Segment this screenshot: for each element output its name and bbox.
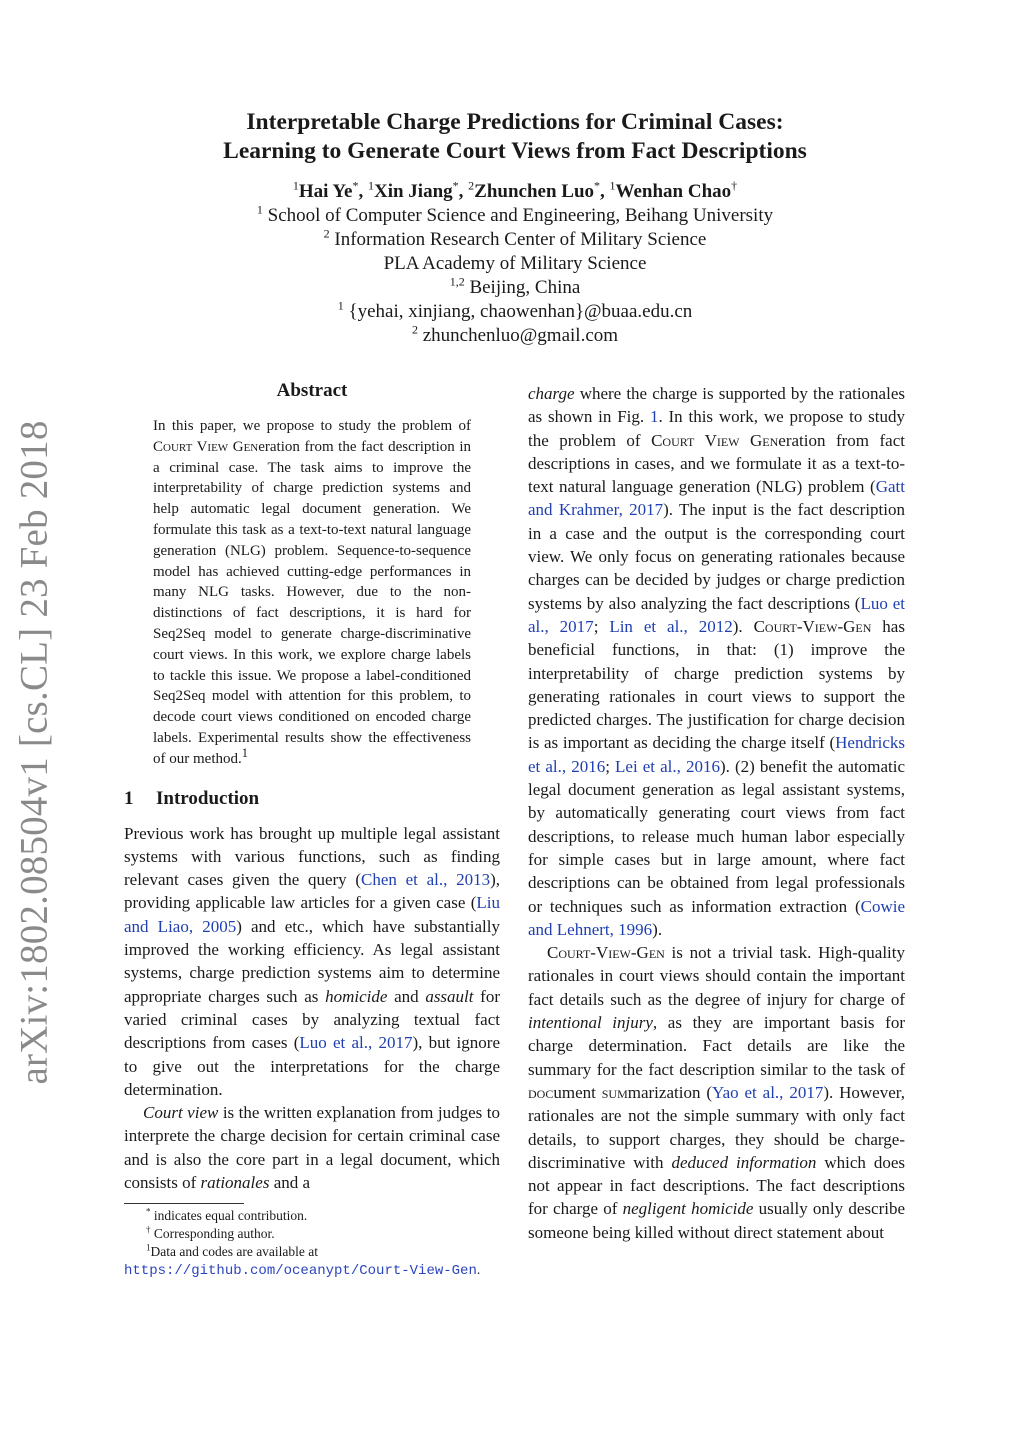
affiliation: $^{1,2}$ Beijing, China (449, 274, 581, 298)
abstract-heading: Abstract (276, 380, 348, 401)
author: $^1$Hai Ye*, (292, 178, 368, 202)
author: $^2$Zhunchen Luo*, (468, 178, 610, 202)
citation-link[interactable]: Lei et al., 2016 (615, 756, 720, 776)
author-list (120, 180, 910, 204)
email: $^2$ zhunchenluo@gmail.com (411, 322, 619, 346)
citation-link[interactable]: Hendricks et al., 2016 (528, 733, 905, 776)
citation-link[interactable]: Luo et al., 2017 (528, 593, 905, 636)
section-heading-introduction: 1 Introduction (124, 787, 260, 809)
left-column (124, 380, 500, 1280)
arxiv-identifier (2, 419, 66, 1085)
citation-link[interactable]: Gatt and Krahmer, 2017 (528, 477, 905, 520)
paper-header (120, 108, 910, 348)
footnote: $^1$Data and codes are available at https://github.com/oceanypt/Court-View-Gen. (124, 1242, 481, 1280)
intro-paragraph: Court-View-Gen is not a trivial task. High-quality rationales in court views should contain the important fact details such as the degree of injury for charge of intentional injury, as they are important basis for charge determination. Fact details are like the summary for the fact description similar to the task of document summarization (Yao et al., 2017). However, rationales are not the simple summary with only fact details, to support charges, they should be charge-discriminative with deduced information which does not appear in fact descriptions. The fact descriptions for charge of negligent homicide usually only describe someone being killed without direct statement about (528, 943, 906, 1242)
affiliation: $^2$ Information Research Center of Military Science (323, 226, 707, 250)
title-line-1: Interpretable Charge Predictions for Criminal Cases: (246, 109, 784, 135)
citation-link[interactable]: Luo et al., 2017 (299, 1033, 413, 1053)
right-column (528, 382, 905, 1244)
footnotes (124, 1207, 500, 1280)
abstract-text: In this paper, we propose to study the problem of Court View Generation from the fact description in a criminal case. The task aims to improve the interpretability of charge prediction systems and help automatic legal document generation. We formulate this task as a text-to-text natural language generation (NLG) problem. Sequence-to-sequence model has achieved cutting-edge performances in many NLG tasks. However, due to the non-distinctions of fact descriptions, it is hard for Seq2Seq model to generate charge-discriminative court views. In this work, we explore charge labels to tackle this issue. We propose a label-conditioned Seq2Seq model with attention for this problem, to decode court views conditioned on encoded charge labels. Experimental results show the effectiveness of our method.$^1$ (153, 418, 471, 767)
email: $^1$ {yehai, xinjiang, chaowenhan}@buaa.edu.cn (337, 298, 693, 322)
intro-paragraph: Court view is the written explanation from judges to interprete the charge decision for certain criminal case and is also the core part in a legal document, which consists of rationales and a (124, 1103, 500, 1192)
affiliation: $^1$ School of Computer Science and Engineering, Beihang University (256, 202, 774, 226)
github-url-link[interactable]: https://github.com/oceanypt/Court-View-Gen (124, 1263, 477, 1280)
intro-paragraph: charge where the charge is supported by the rationales as shown in Fig. 1. In this work, we propose to study the problem of Court View Generation from fact descriptions in cases, and we formulate it as a text-to-text natural language generation (NLG) problem (Gatt and Krahmer, 2017). The input is the fact description in a case and the output is the corresponding court view. We only focus on generating rationales because charges can be decided by judges or charge prediction systems by also analyzing the fact descriptions (Luo et al., 2017; Lin et al., 2012). Court-View-Gen has beneficial functions, in that: (1) improve the interpretability of charge prediction systems by generating rationales in court views to support the predicted charges. The justification for charge decision is as important as deciding the charge itself (Hendricks et al., 2016; Lei et al., 2016). (2) benefit the automatic legal document generation as legal assistant systems, by automatically generating court views from fact descriptions, to release much human labor especially for simple cases but in large amount, where fact descriptions can be obtained from legal professionals or techniques such as information extraction (Cowie and Lehnert, 1996). (528, 384, 905, 939)
citation-link[interactable]: Liu and Liao, 2005 (124, 893, 500, 936)
citation-link[interactable]: Chen et al., 2013 (361, 870, 491, 890)
author: $^1$Wenhan Chao† (609, 178, 738, 202)
figure-reference-link[interactable]: 1 (649, 407, 659, 427)
paper-title (120, 108, 910, 166)
author: $^1$Xin Jiang*, (367, 178, 469, 202)
title-line-2: Learning to Generate Court Views from Fact Descriptions (223, 138, 807, 164)
citation-link[interactable]: Yao et al., 2017 (712, 1082, 824, 1102)
intro-paragraph: Previous work has brought up multiple legal assistant systems with various functions, such as finding relevant cases given the query (Chen et al., 2013), providing applicable law articles for a given case (Liu and Liao, 2005) and etc., which have substantially improved the working efficiency. As legal assistant systems, charge prediction systems aim to determine appropriate charges such as homicide and assault for varied criminal cases by analyzing textual fact descriptions from cases (Luo et al., 2017), but ignore to give out the interpretations for the charge determination. (124, 823, 501, 1099)
footnote: † Corresponding author. (146, 1224, 275, 1242)
footnote: * indicates equal contribution. (146, 1206, 308, 1224)
footnote-divider (124, 1203, 244, 1204)
affiliation: PLA Academy of Military Science (383, 253, 647, 274)
citation-link[interactable]: Cowie and Lehnert, 1996 (528, 896, 905, 939)
citation-link[interactable]: Lin et al., 2012 (609, 616, 733, 636)
arxiv-identifier-text: arXiv:1802.08504v1 [cs.CL] 23 Feb 2018 (12, 419, 56, 1085)
